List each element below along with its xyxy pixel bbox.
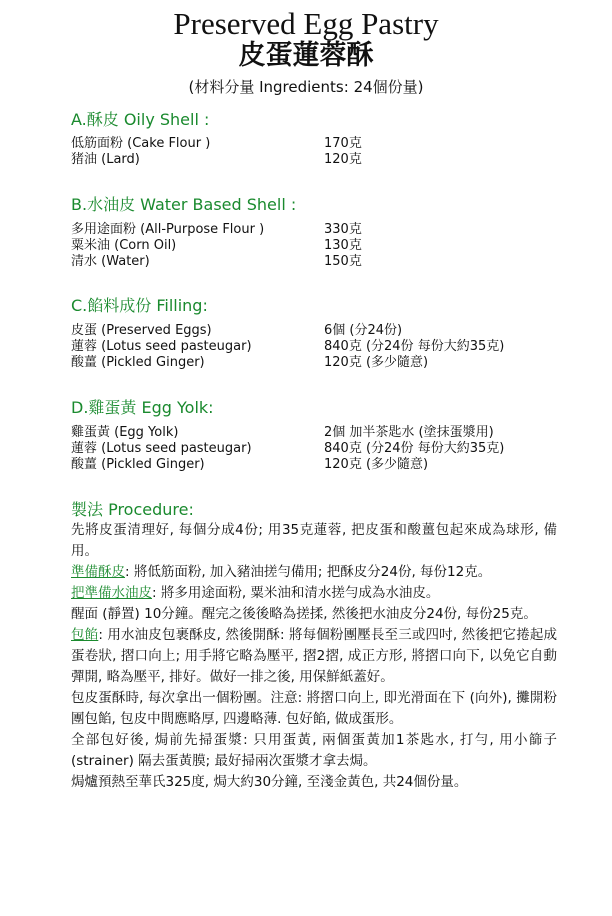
procedure-step bbox=[71, 583, 557, 604]
ingredient-amount: 120克 (多少隨意) bbox=[324, 355, 429, 370]
title-english: Preserved Egg Pastry bbox=[173, 6, 439, 41]
ingredients-note: (材料分量 Ingredients: 24個份量) bbox=[188, 78, 424, 96]
procedure-step: 全部包好後, 焗前先掃蛋漿: 只用蛋黃, 兩個蛋黃加1茶匙水, 打勻, 用小篩子 (strainer) 隔去蛋黃膜; 最好掃兩次蛋漿才拿去焗。 bbox=[71, 732, 557, 769]
ingredient-row bbox=[71, 339, 591, 355]
section-heading-water-shell: B.水油皮 Water Based Shell : bbox=[71, 195, 297, 214]
ingredient-amount: 840克 (分24份 每份大約35克) bbox=[324, 441, 505, 456]
ingredient-name: 皮蛋 (Preserved Eggs) bbox=[71, 323, 212, 338]
section-heading-oily-shell: A.酥皮 Oily Shell : bbox=[71, 110, 210, 129]
ingredient-name: 酸薑 (Pickled Ginger) bbox=[71, 457, 205, 472]
ingredient-row bbox=[71, 238, 591, 254]
procedure-step: 焗爐預熱至華氏325度, 焗大約30分鐘, 至淺金黃色, 共24個份量。 bbox=[71, 774, 468, 790]
ingredient-amount: 120克 (多少隨意) bbox=[324, 457, 429, 472]
procedure-step: 先將皮蛋清理好, 每個分成4份; 用35克蓮蓉, 把皮蛋和酸薑包起來成為球形, 備用。 bbox=[71, 522, 557, 559]
ingredient-row bbox=[71, 323, 591, 339]
section-heading-filling: C.餡料成份 Filling: bbox=[71, 296, 208, 315]
ingredient-name: 多用途面粉 (All-Purpose Flour ) bbox=[71, 222, 265, 237]
ingredient-amount: 120克 bbox=[324, 152, 362, 167]
ingredient-row bbox=[71, 425, 591, 441]
ingredient-name: 猪油 (Lard) bbox=[71, 152, 140, 167]
step-text: : 用水油皮包裹酥皮, 然後開酥: 將每個粉團壓長至三或四吋, 然後把它捲起成蛋卷狀, 摺口向上; 用手將它略為壓平, 摺2摺, 成正方形, 將摺口向下, 以免它自動彈開, 略為壓平, 排好。做好一排之後, 用保鮮紙蓋好。 bbox=[71, 627, 558, 685]
ingredient-row bbox=[71, 254, 591, 270]
procedure-step: 包皮蛋酥時, 每次拿出一個粉團。注意: 將摺口向上, 即光滑面在下 (向外), 攤開粉團包餡, 包皮中間應略厚, 四邊略薄. 包好餡, 做成蛋形。 bbox=[71, 690, 557, 727]
ingredient-row bbox=[71, 457, 591, 473]
step-label-oily-shell: 準備酥皮 bbox=[71, 564, 125, 580]
procedure-step bbox=[71, 625, 557, 688]
ingredient-amount: 130克 bbox=[324, 238, 362, 253]
ingredient-name: 酸薑 (Pickled Ginger) bbox=[71, 355, 205, 370]
ingredient-name: 清水 (Water) bbox=[71, 254, 150, 269]
ingredient-amount: 840克 (分24份 每份大約35克) bbox=[324, 339, 505, 354]
procedure-step bbox=[71, 562, 557, 583]
ingredient-name: 雞蛋黃 (Egg Yolk) bbox=[71, 425, 179, 440]
ingredient-name: 蓮蓉 (Lotus seed pasteugar) bbox=[71, 441, 252, 456]
ingredient-row bbox=[71, 136, 591, 152]
ingredient-name: 低筋面粉 (Cake Flour ) bbox=[71, 136, 211, 151]
procedure-body bbox=[71, 520, 557, 793]
ingredient-amount: 330克 bbox=[324, 222, 362, 237]
step-label-water-shell: 把準備水油皮 bbox=[71, 585, 152, 601]
ingredient-row bbox=[71, 355, 591, 371]
procedure-step: 醒面 (靜置) 10分鐘。醒完之後後略為搓揉, 然後把水油皮分24份, 每份25克。 bbox=[71, 606, 537, 622]
ingredient-row bbox=[71, 441, 591, 457]
title-chinese: 皮蛋蓮蓉酥 bbox=[238, 40, 374, 71]
ingredient-row bbox=[71, 222, 591, 238]
procedure-heading: 製法 Procedure: bbox=[71, 500, 194, 519]
ingredient-amount: 150克 bbox=[324, 254, 362, 269]
section-heading-egg-yolk: D.雞蛋黃 Egg Yolk: bbox=[71, 398, 214, 417]
ingredient-amount: 2個 加半茶匙水 (塗抹蛋漿用) bbox=[324, 425, 494, 440]
ingredient-name: 蓮蓉 (Lotus seed pasteugar) bbox=[71, 339, 252, 354]
ingredient-amount: 170克 bbox=[324, 136, 362, 151]
ingredient-amount: 6個 (分24份) bbox=[324, 323, 403, 338]
step-text: : 將低筋面粉, 加入豬油搓勻備用; 把酥皮分24份, 每份12克。 bbox=[125, 564, 492, 580]
ingredient-row bbox=[71, 152, 591, 168]
step-label-filling: 包餡 bbox=[71, 627, 99, 643]
step-text: : 將多用途面粉, 粟米油和清水搓勻成為水油皮。 bbox=[152, 585, 440, 601]
ingredient-name: 粟米油 (Corn Oil) bbox=[71, 238, 177, 253]
